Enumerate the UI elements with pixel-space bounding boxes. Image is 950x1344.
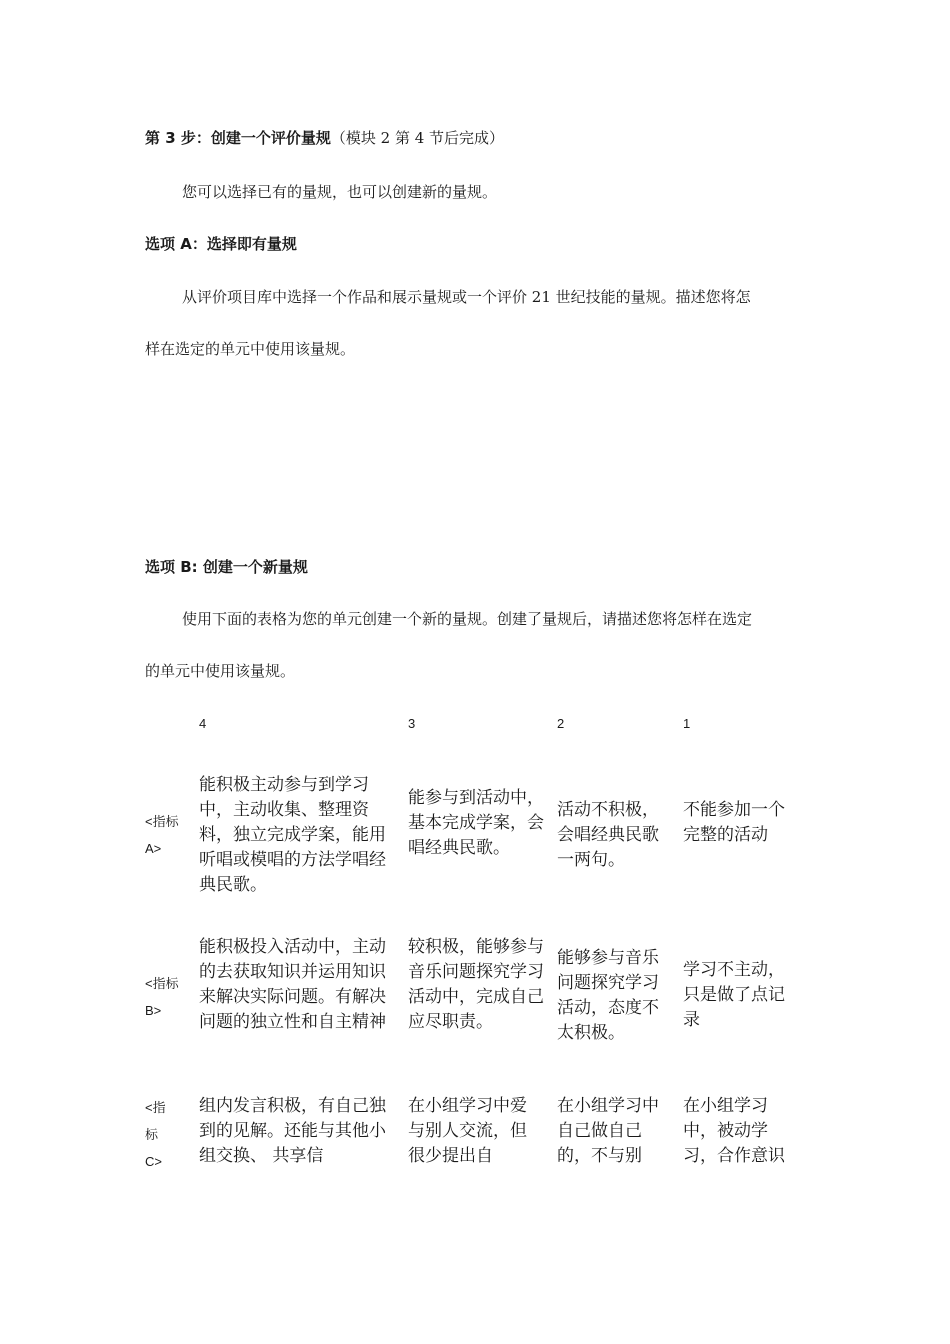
rubric-cell-b-2: 能够参与音乐问题探究学习活动，态度不太积极。 — [557, 948, 659, 1043]
rubric-row-label-b: <指标 B> — [145, 976, 179, 1018]
rubric-row-label-c: <指标 C> — [145, 1100, 166, 1169]
rubric-header-3: 3 — [408, 716, 416, 731]
rubric-cell-c-4: 组内发言积极，有自己独到的见解。还能与其他小组交换、 共享信 — [199, 1096, 386, 1166]
rubric-cell-a-4: 能积极主动参与到学习中，主动收集、整理资料，独立完成学案，能用听唱或模唱的方法学唱经典民歌。 — [199, 775, 386, 895]
rubric-cell-c-3: 在小组学习中爱与别人交流，但很少提出自 — [408, 1096, 527, 1166]
option-b-line1: 使用下面的表格为您的单元创建一个新的量规。创建了量规后，请描述您将怎样在选定 — [182, 610, 753, 628]
option-a-line1: 从评价项目库中选择一个作品和展示量规或一个评价 21 世纪技能的量规。描述您将怎 — [182, 288, 751, 306]
rubric-header-4: 4 — [199, 716, 207, 731]
option-a-title: 选项 A：选择即有量规 — [145, 235, 297, 253]
option-b-line2: 的单元中使用该量规。 — [145, 662, 296, 680]
rubric-header-2: 2 — [557, 716, 565, 731]
rubric-cell-b-4: 能积极投入活动中，主动的去获取知识并运用知识来解决实际问题。有解决问题的独立性和自主精神 — [199, 937, 386, 1032]
rubric-cell-a-1: 不能参加一个完整的活动 — [683, 800, 785, 845]
step3-intro: 您可以选择已有的量规，也可以创建新的量规。 — [182, 183, 498, 201]
rubric-cell-a-3: 能参与到活动中，基本完成学案，会唱经典民歌。 — [408, 788, 544, 858]
rubric-cell-b-3: 较积极，能够参与音乐问题探究学习活动中，完成自己应尽职责。 — [408, 937, 544, 1032]
rubric-cell-b-1: 学习不主动，只是做了点记录 — [683, 960, 785, 1030]
rubric-header-1: 1 — [683, 716, 691, 731]
option-a-line2: 样在选定的单元中使用该量规。 — [145, 340, 356, 358]
rubric-row-label-a: <指标 A> — [145, 814, 179, 856]
step3-title: 第 3 步：创建一个评价量规 — [145, 129, 331, 147]
rubric-cell-a-2: 活动不积极，会唱经典民歌一两句。 — [557, 800, 659, 870]
step3-heading — [145, 127, 504, 148]
rubric-cell-c-2: 在小组学习中自己做自己的，不与别 — [557, 1096, 659, 1166]
step3-note: （模块 2 第 4 节后完成） — [330, 129, 505, 147]
option-b-title: 选项 B: 创建一个新量规 — [145, 558, 308, 576]
rubric-cell-c-1: 在小组学习中，被动学习，合作意识 — [683, 1096, 785, 1166]
